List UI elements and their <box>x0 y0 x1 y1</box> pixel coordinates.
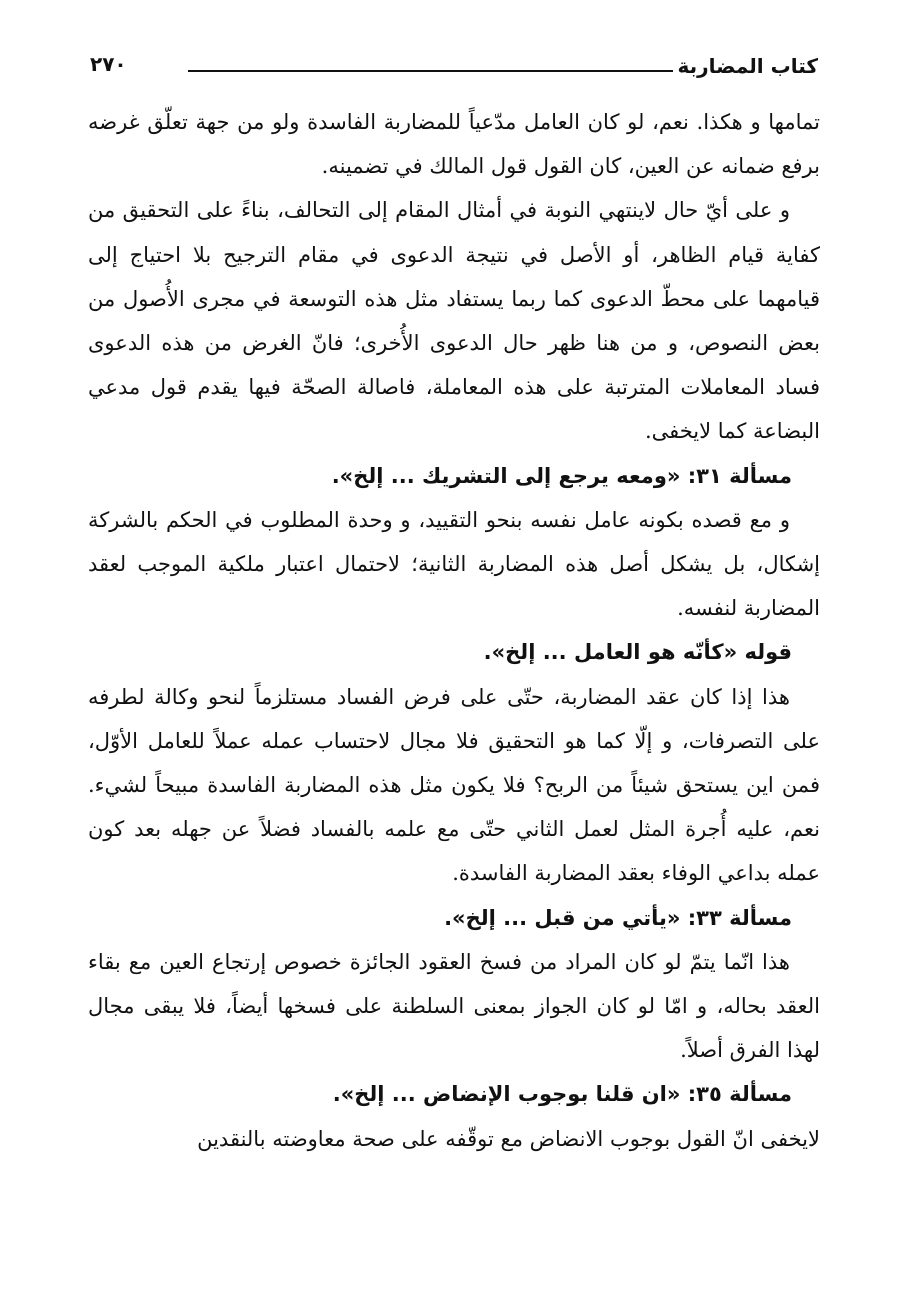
page-number: ٢٧٠ <box>90 52 127 76</box>
book-title: كتاب المضاربة <box>677 54 818 78</box>
heading-masala-31: مسألة ٣١: «ومعه يرجع إلى التشريك ... إلخ». <box>331 463 792 488</box>
page-body <box>88 100 820 1161</box>
header-rule <box>188 70 673 72</box>
paragraph-masala-33: هذا انّما يتمّ لو كان المراد من فسخ العقود الجائزة خصوص إرتجاع العين مع بقاء العقد بحاله، و امّا لو كان الجواز بمعنى السلطنة على فسخها أيضاً، فلا يبقى مجال لهذا الفرق أصلاً. <box>88 949 820 1063</box>
heading-qawluh-amil: قوله «كأنّه هو العامل ... إلخ». <box>483 640 792 665</box>
paragraph-continuation: تمامها و هكذا. نعم، لو كان العامل مدّعياً للمضاربة الفاسدة ولو من جهة تعلّق غرضه برفع ضمانه عن العين، كان القول قول المالك في تضمينه. <box>88 110 820 179</box>
paragraph-qawluh-amil: هذا إذا كان عقد المضاربة، حتّى على فرض الفساد مستلزماً لنحو وكالة لطرفه على التصرفات، و إلّا كما هو التحقيق فلا مجال لاحتساب عمله عملاً للعامل الأوّل، فمن اين يستحق شيئاً من الربح؟ فلا يكون مثل هذه المضاربة الفاسدة مبيحاً لشيء. نعم، عليه أُجرة المثل لعمل الثاني حتّى مع علمه بالفساد فضلاً عن جهله بعد كون عمله بداعي الوفاء بعقد المضاربة الفاسدة. <box>88 684 820 886</box>
paragraph-masala-31: و مع قصده بكونه عامل نفسه بنحو التقييد، و وحدة المطلوب في الحكم بالشركة إشكال، بل يشكل أصل هذه المضاربة الثانية؛ لاحتمال اعتبار ملكية الموجب لعقد المضاربة لنفسه. <box>88 507 820 621</box>
heading-masala-35: مسألة ٣٥: «ان قلنا بوجوب الإنضاض ... إلخ». <box>332 1082 792 1107</box>
paragraph-tahaluf: و على أيّ حال لاينتهي النوبة في أمثال المقام إلى التحالف، بناءً على التحقيق من كفاية قيام الظاهر، أو الأصل في نتيجة الدعوى في مقام الترجيح بلا احتياج إلى قيامهما على محطّ الدعوى كما ربما يستفاد مثل هذه التوسعة في مجرى الأُصول من بعض النصوص، و من هنا ظهر حال الدعوى الأُخرى؛ فانّ الغرض من هذه الدعوى فساد المعاملات المترتبة على هذه المعاملة، فاصالة الصحّة فيها يقدم قول مدعي البضاعة كما لايخفى. <box>88 198 820 444</box>
heading-masala-33: مسألة ٣٣: «يأتي من قبل ... إلخ». <box>444 905 792 930</box>
page-header <box>90 50 818 90</box>
paragraph-masala-35: لايخفى انّ القول بوجوب الانضاض مع توقّفه على صحة معاوضته بالنقدين <box>197 1126 820 1151</box>
